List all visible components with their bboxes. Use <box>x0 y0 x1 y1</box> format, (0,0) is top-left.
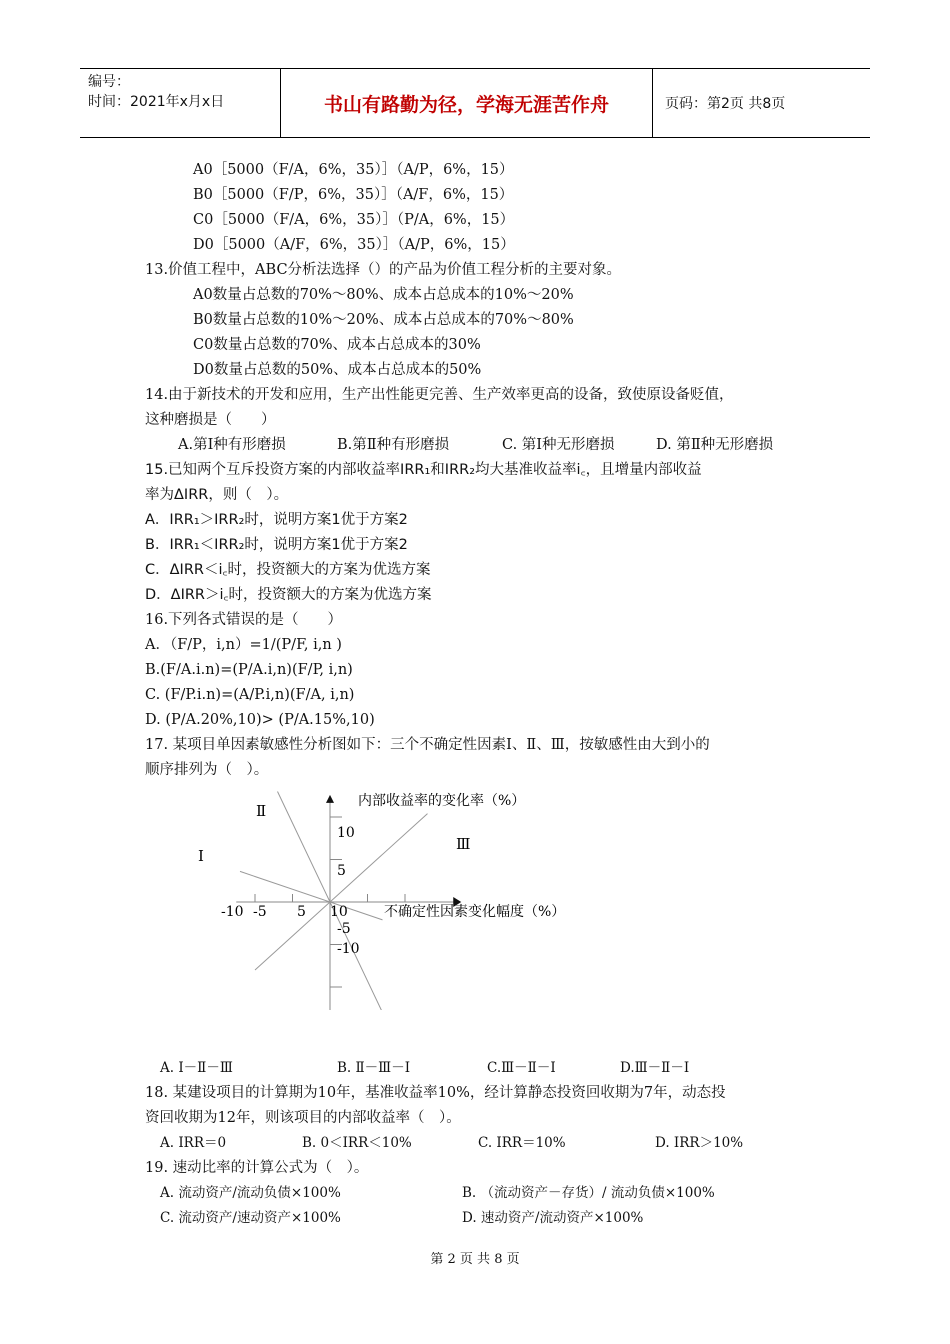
q13-option-a: A0数量占总数的70%～80%、成本占总成本的10%～20% <box>193 287 574 303</box>
q19-option-a: A. 流动资产/流动负债×100% <box>160 1185 341 1201</box>
q19-option-b: B. （流动资产－存货）/ 流动负债×100% <box>462 1185 715 1201</box>
header-motto: 书山有路勤为径，学海无涯苦作舟 <box>281 69 653 137</box>
x-axis-label: 不确定性因素变化幅度（%） <box>384 904 566 920</box>
x-tick-label: -10 <box>221 904 244 920</box>
header-page-label: 页码：第2页 共8页 <box>665 96 786 112</box>
q17-option-b: B. Ⅱ－Ⅲ－Ⅰ <box>337 1060 411 1076</box>
q18-option-b: B. 0＜IRR＜10% <box>302 1135 412 1151</box>
q18-option-d: D. IRR＞10% <box>655 1135 744 1151</box>
q17-stem-line2: 顺序排列为（ ）。 <box>145 762 269 778</box>
q19-option-c: C. 流动资产/速动资产×100% <box>160 1210 341 1226</box>
y-tick-label: -10 <box>337 941 360 957</box>
q17-stem-line1: 17. 某项目单因素敏感性分析图如下：三个不确定性因素Ⅰ、Ⅱ、Ⅲ，按敏感性由大到小的 <box>145 737 710 753</box>
q16-option-a: A．（F/P，i,n）=1/(P/F, i,n ) <box>145 637 342 653</box>
y-tick-label: 10 <box>337 825 355 841</box>
q16-option-d: D. (P/A.20%,10)> (P/A.15%,10) <box>145 712 375 728</box>
q14-stem-line1: 14.由于新技术的开发和应用，生产出性能更完善、生产效率更高的设备，致使原设备贬值， <box>145 387 734 403</box>
q14-option-c: C. 第Ⅰ种无形磨损 <box>502 437 615 453</box>
q18-option-c: C. IRR＝10% <box>478 1135 566 1151</box>
q13-option-c: C0数量占总数的70%、成本占总成本的30% <box>193 337 481 353</box>
q12-option-c: C0［5000（F/A，6%，35）］（P/A，6%，15） <box>193 212 515 228</box>
q15-option-b: B．IRR₁＜IRR₂时，说明方案1优于方案2 <box>145 537 408 553</box>
x-tick-label: 5 <box>297 904 306 920</box>
q17-option-c: C.Ⅲ－Ⅱ－Ⅰ <box>487 1060 556 1076</box>
series-label-3: Ⅲ <box>456 835 471 853</box>
q15-stem-line1: 15.已知两个互斥投资方案的内部收益率IRR₁和IRR₂均大基准收益率i꜀，且增量内部收益 <box>145 462 702 478</box>
y-axis-label: 内部收益率的变化率（%） <box>358 793 526 809</box>
q18-option-a: A. IRR＝0 <box>160 1135 227 1151</box>
y-tick-label: -5 <box>337 921 351 937</box>
header-info-cell <box>80 69 281 137</box>
q15-option-c: C．ΔIRR＜i꜀时，投资额大的方案为优选方案 <box>145 562 431 578</box>
q15-option-a: A．IRR₁＞IRR₂时，说明方案1优于方案2 <box>145 512 408 528</box>
q19-option-d: D. 速动资产/流动资产×100% <box>462 1210 644 1226</box>
q14-stem-line2: 这种磨损是（ ） <box>145 412 276 428</box>
series-label-1: Ⅰ <box>198 847 204 865</box>
q17-option-a: A. Ⅰ－Ⅱ－Ⅲ <box>160 1060 233 1076</box>
q15-option-d: D．ΔIRR＞i꜀时，投资额大的方案为优选方案 <box>145 587 432 603</box>
q15-stem-line2: 率为ΔIRR，则（ ）。 <box>145 487 289 503</box>
q12-option-b: B0［5000（F/P，6%，35）］（A/F，6%，15） <box>193 187 514 203</box>
q18-stem-line2: 资回收期为12年，则该项目的内部收益率（ ）。 <box>145 1110 461 1126</box>
y-axis-arrow <box>326 795 334 803</box>
q13-option-d: D0数量占总数的50%、成本占总成本的50% <box>193 362 482 378</box>
chart-lines <box>240 792 428 1011</box>
q12-option-d: D0［5000（A/F，6%，35）］（A/P，6%，15） <box>193 237 515 253</box>
q18-stem-line1: 18. 某建设项目的计算期为10年，基准收益率10%，经计算静态投资回收期为7年，动态投 <box>145 1085 726 1101</box>
series-label-2: Ⅱ <box>256 802 267 820</box>
x-tick-label: 10 <box>330 904 348 920</box>
document-time-label: 时间：2021年x月x日 <box>88 94 225 110</box>
q16-option-b: B.(F/A.i.n)=(P/A.i,n)(F/P, i,n) <box>145 662 353 678</box>
q14-option-d: D. 第Ⅱ种无形磨损 <box>656 437 774 453</box>
q19-stem: 19. 速动比率的计算公式为（ ）。 <box>145 1160 369 1176</box>
q14-option-a: A.第Ⅰ种有形磨损 <box>178 437 286 453</box>
q16-option-c: C. (F/P.i.n)=(A/P.i,n)(F/A, i,n) <box>145 687 355 703</box>
page-header <box>80 68 870 138</box>
page-footer: 第 2 页 共 8 页 <box>430 1252 520 1267</box>
q13-stem: 13.价值工程中，ABC分析法选择（）的产品为价值工程分析的主要对象。 <box>145 262 622 278</box>
q14-option-b: B.第Ⅱ种有形磨损 <box>337 437 450 453</box>
chart-labels <box>198 802 470 957</box>
document-number-label: 编号： <box>88 74 130 90</box>
x-tick-label: -5 <box>253 904 267 920</box>
q16-stem: 16.下列各式错误的是（ ） <box>145 612 343 628</box>
y-tick-label: 5 <box>337 863 346 879</box>
sensitivity-chart <box>180 785 610 1010</box>
q17-option-d: D.Ⅲ－Ⅱ－Ⅰ <box>620 1060 690 1076</box>
q12-option-a: A0［5000（F/A，6%，35）］（A/P，6%，15） <box>193 162 514 178</box>
q13-option-b: B0数量占总数的10%～20%、成本占总成本的70%～80% <box>193 312 574 328</box>
